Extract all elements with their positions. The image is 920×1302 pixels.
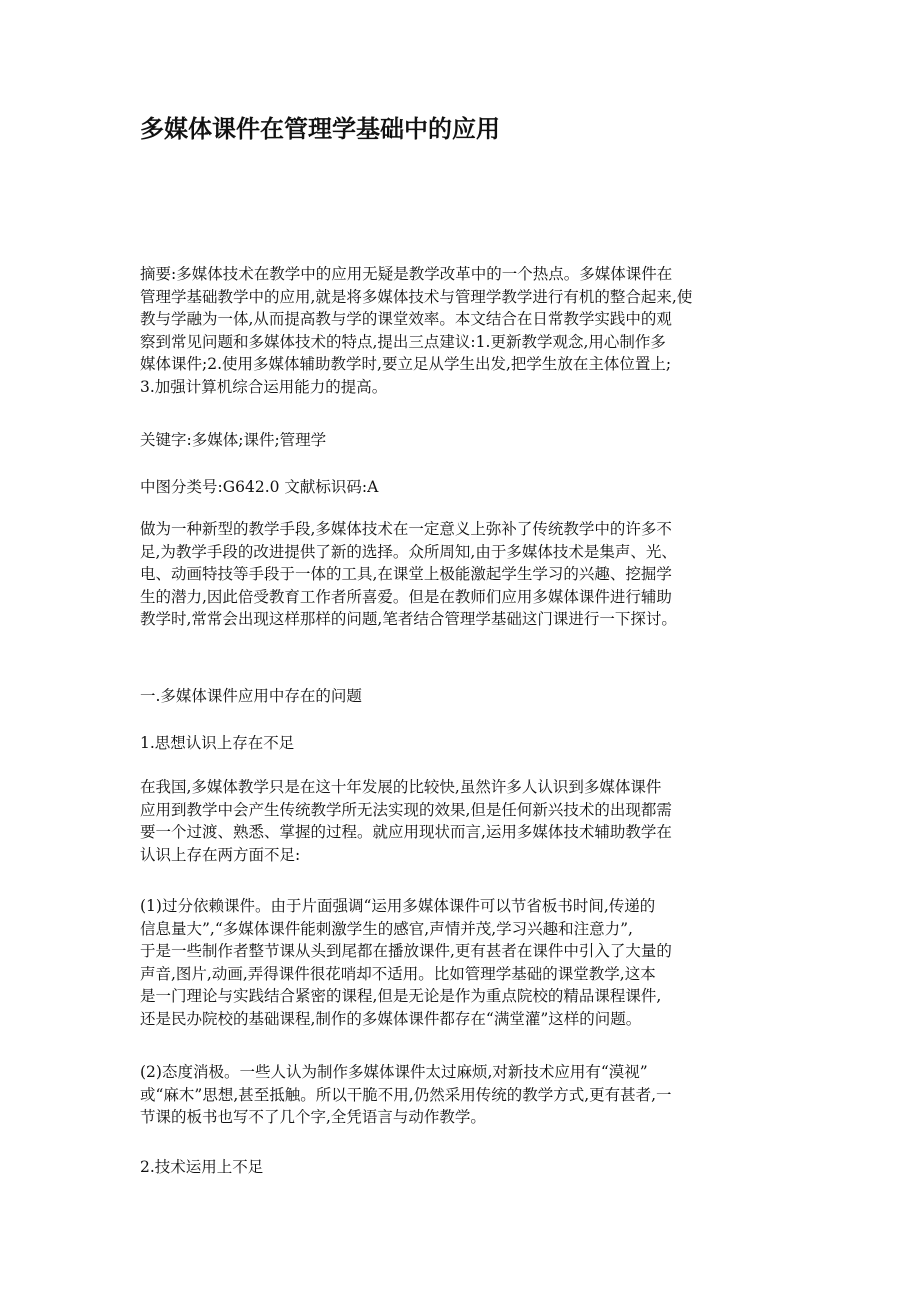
classification-text: 中图分类号:G642.0 文献标识码:A	[140, 478, 379, 496]
intro-line: 足,为教学手段的改进提供了新的选择。众所周知,由于多媒体技术是集声、光、	[140, 542, 677, 561]
intro-line: 做为一种新型的教学手段,多媒体技术在一定意义上弥补了传统教学中的许多不	[140, 520, 672, 538]
paragraph-line: 在我国,多媒体教学只是在这十年发展的比较快,虽然许多人认识到多媒体课件	[140, 778, 662, 796]
paragraph-line: 信息量大”,“多媒体课件能刺激学生的感官,声情并茂,学习兴趣和注意力”,	[140, 919, 633, 938]
subsection-heading-2	[140, 1156, 263, 1179]
page-title: 多媒体课件在管理学基础中的应用	[140, 115, 500, 143]
subsection-heading-text: 1.思想认识上存在不足	[140, 734, 295, 752]
subsection-heading-text: 2.技术运用上不足	[140, 1158, 264, 1176]
paragraph-line: 认识上存在两方面不足:	[140, 845, 301, 864]
paragraph-line: 应用到教学中会产生传统教学所无法实现的效果,但是任何新兴技术的出现都需	[140, 800, 672, 819]
paragraph-line: 声音,图片,动画,弄得课件很花哨却不适用。比如管理学基础的课堂教学,这本	[140, 964, 656, 983]
abstract-paragraph	[140, 263, 692, 399]
abstract-line: 管理学基础教学中的应用,就是将多媒体技术与管理学教学进行有机的整合起来,使	[140, 287, 693, 306]
abstract-line: 教与学融为一体,从而提高教与学的课堂效率。本文结合在日常教学实践中的观	[140, 310, 672, 329]
section-heading	[140, 685, 362, 708]
paragraph-line: (1)过分依赖课件。由于片面强调“运用多媒体课件可以节省板书时间,传递的	[140, 897, 656, 915]
section-heading-text: 一.多媒体课件应用中存在的问题	[140, 687, 362, 705]
intro-line: 生的潜力,因此倍受教育工作者所喜爱。但是在教师们应用多媒体课件进行辅助	[140, 587, 672, 606]
subsection-heading-1	[140, 732, 294, 755]
paragraph-line: 要一个过渡、熟悉、掌握的过程。就应用现状而言,运用多媒体技术辅助教学在	[140, 823, 672, 842]
point-2-paragraph	[140, 1061, 672, 1129]
abstract-line: 媒体课件;2.使用多媒体辅助教学时,要立足从学生出发,把学生放在主体位置上;	[140, 355, 672, 374]
paragraph-line: 或“麻木”思想,甚至抵触。所以干脆不用,仍然采用传统的教学方式,更有甚者,一	[140, 1085, 672, 1104]
paragraph-line: 还是民办院校的基础课程,制作的多媒体课件都存在“满堂灌”这样的问题。	[140, 1009, 642, 1028]
paragraph-line: 于是一些制作者整节课从头到尾都在播放课件,更有甚者在课件中引入了大量的	[140, 942, 672, 961]
intro-paragraph	[140, 518, 677, 631]
intro-line: 教学时,常常会出现这样那样的问题,笔者结合管理学基础这门课进行一下探讨。	[140, 610, 677, 629]
intro-line: 电、动画特技等手段于一体的工具,在课堂上极能激起学生学习的兴趣、挖掘学	[140, 565, 672, 584]
point-1-paragraph	[140, 895, 672, 1031]
paragraph-line: 是一门理论与实践结合紧密的课程,但是无论是作为重点院校的精品课程课件,	[140, 987, 662, 1006]
abstract-line: 3.加强计算机综合运用能力的提高。	[140, 377, 388, 396]
keywords-text: 关键字:多媒体;课件;管理学	[140, 431, 327, 449]
subsection-1-paragraph	[140, 776, 672, 866]
paragraph-line: (2)态度消极。一些人认为制作多媒体课件太过麻烦,对新技术应用有“漠视”	[140, 1063, 648, 1081]
keywords	[140, 429, 326, 452]
paragraph-line: 节课的板书也写不了几个字,全凭语言与动作教学。	[140, 1108, 486, 1127]
abstract-line: 察到常见问题和多媒体技术的特点,提出三点建议:1.更新教学观念,用心制作多	[140, 332, 666, 351]
classification	[140, 476, 378, 499]
abstract-line: 摘要:多媒体技术在教学中的应用无疑是教学改革中的一个热点。多媒体课件在	[140, 265, 673, 283]
